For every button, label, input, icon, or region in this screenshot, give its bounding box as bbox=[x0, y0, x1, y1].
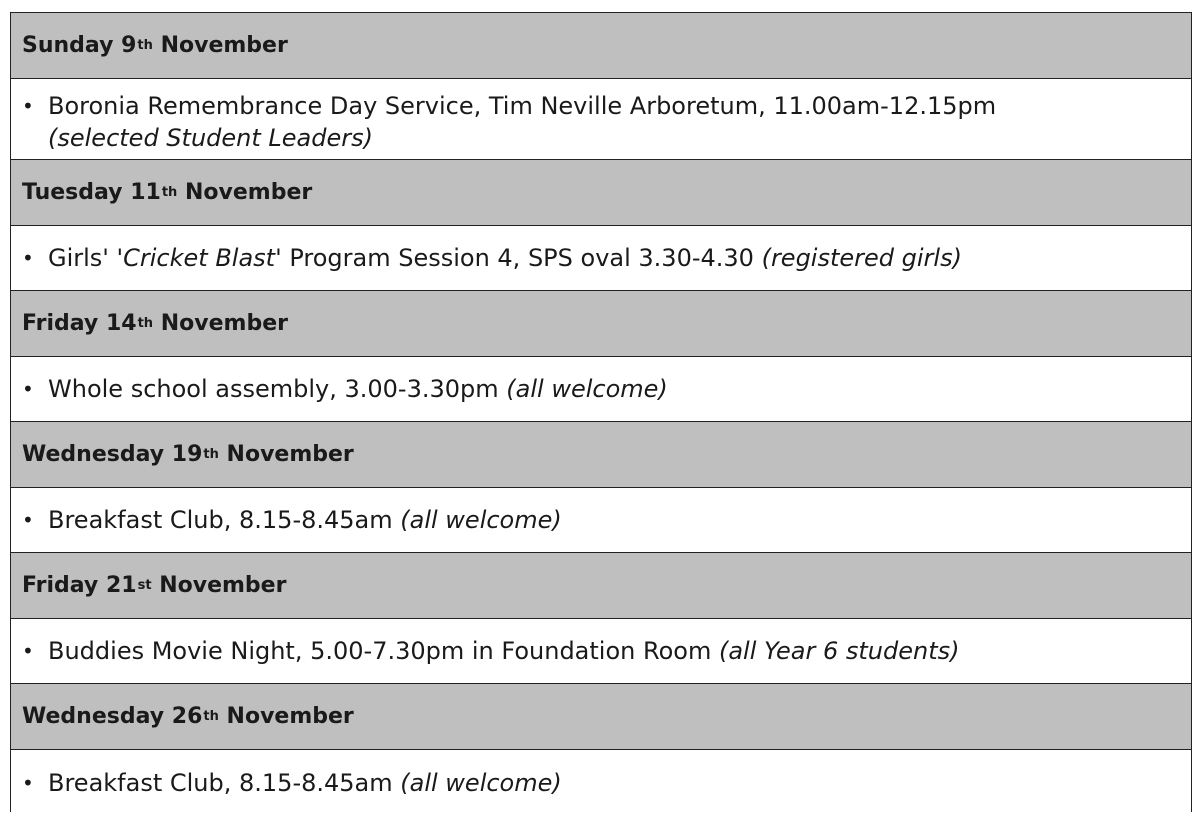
day-month: November bbox=[160, 33, 288, 58]
event-text bbox=[48, 635, 960, 667]
bullet-icon: • bbox=[22, 94, 34, 118]
event-text bbox=[48, 373, 668, 405]
event-audience-note: (all Year 6 students) bbox=[718, 637, 960, 665]
day-header bbox=[11, 13, 1191, 79]
day-weekday: Wednesday bbox=[22, 704, 165, 729]
event-row bbox=[11, 619, 1191, 684]
events-calendar-table bbox=[10, 12, 1192, 812]
event-description: Breakfast Club, 8.15-8.45am bbox=[48, 768, 393, 797]
day-weekday: Tuesday bbox=[22, 180, 123, 205]
day-header bbox=[11, 684, 1191, 750]
event-row bbox=[11, 750, 1191, 815]
day-weekday: Friday bbox=[22, 311, 99, 336]
day-header bbox=[11, 160, 1191, 226]
day-number: 21 bbox=[105, 573, 137, 598]
event-description: Boronia Remembrance Day Service, Tim Neville Arboretum, 11.00am-12.15pm bbox=[48, 92, 997, 120]
event-description: Whole school assembly, 3.00-3.30pm bbox=[48, 375, 499, 403]
event-description-suffix: ' Program Session 4, SPS oval 3.30-4.30 bbox=[275, 244, 754, 272]
bullet-icon: • bbox=[22, 246, 34, 270]
bullet-icon: • bbox=[22, 639, 34, 663]
day-ordinal-suffix: th bbox=[161, 185, 178, 200]
event-audience-note: (all welcome) bbox=[400, 506, 562, 534]
day-number: 14 bbox=[105, 311, 137, 336]
event-row bbox=[11, 488, 1191, 553]
event-audience-note: (registered girls) bbox=[761, 244, 962, 272]
event-row bbox=[11, 79, 1191, 160]
event-description: Buddies Movie Night, 5.00-7.30pm in Foundation Room bbox=[48, 637, 712, 665]
event-text bbox=[48, 242, 962, 274]
bullet-icon: • bbox=[22, 508, 34, 532]
event-row bbox=[11, 226, 1191, 291]
event-row bbox=[11, 357, 1191, 422]
event-program-name: Cricket Blast bbox=[123, 244, 276, 272]
day-month: November bbox=[226, 704, 354, 729]
day-weekday: Friday bbox=[22, 573, 99, 598]
day-number: 19 bbox=[171, 442, 203, 467]
day-ordinal-suffix: th bbox=[203, 447, 219, 462]
day-ordinal-suffix: th bbox=[137, 316, 154, 331]
event-description: Breakfast Club, 8.15-8.45am bbox=[48, 506, 393, 534]
day-weekday: Sunday bbox=[22, 33, 114, 58]
day-month: November bbox=[184, 180, 313, 205]
day-ordinal-suffix: th bbox=[203, 709, 219, 724]
day-ordinal-suffix: th bbox=[137, 38, 153, 53]
event-audience-note: (all welcome) bbox=[506, 375, 668, 403]
event-text bbox=[48, 767, 562, 799]
event-text bbox=[48, 90, 996, 154]
day-ordinal-suffix: st bbox=[137, 578, 152, 593]
day-number: 9 bbox=[121, 33, 137, 58]
day-header bbox=[11, 553, 1191, 619]
bullet-icon: • bbox=[22, 770, 34, 795]
day-number: 11 bbox=[130, 180, 161, 205]
event-audience-note: (all welcome) bbox=[400, 768, 562, 797]
day-weekday: Wednesday bbox=[22, 442, 165, 467]
event-audience-note: (selected Student Leaders) bbox=[48, 124, 373, 152]
day-header bbox=[11, 422, 1191, 488]
day-header bbox=[11, 291, 1191, 357]
day-number: 26 bbox=[171, 704, 203, 729]
event-description-prefix: Girls' ' bbox=[48, 244, 124, 272]
day-month: November bbox=[159, 573, 287, 598]
bullet-icon: • bbox=[22, 377, 34, 401]
event-text bbox=[48, 504, 562, 536]
day-month: November bbox=[226, 442, 354, 467]
day-month: November bbox=[160, 311, 288, 336]
